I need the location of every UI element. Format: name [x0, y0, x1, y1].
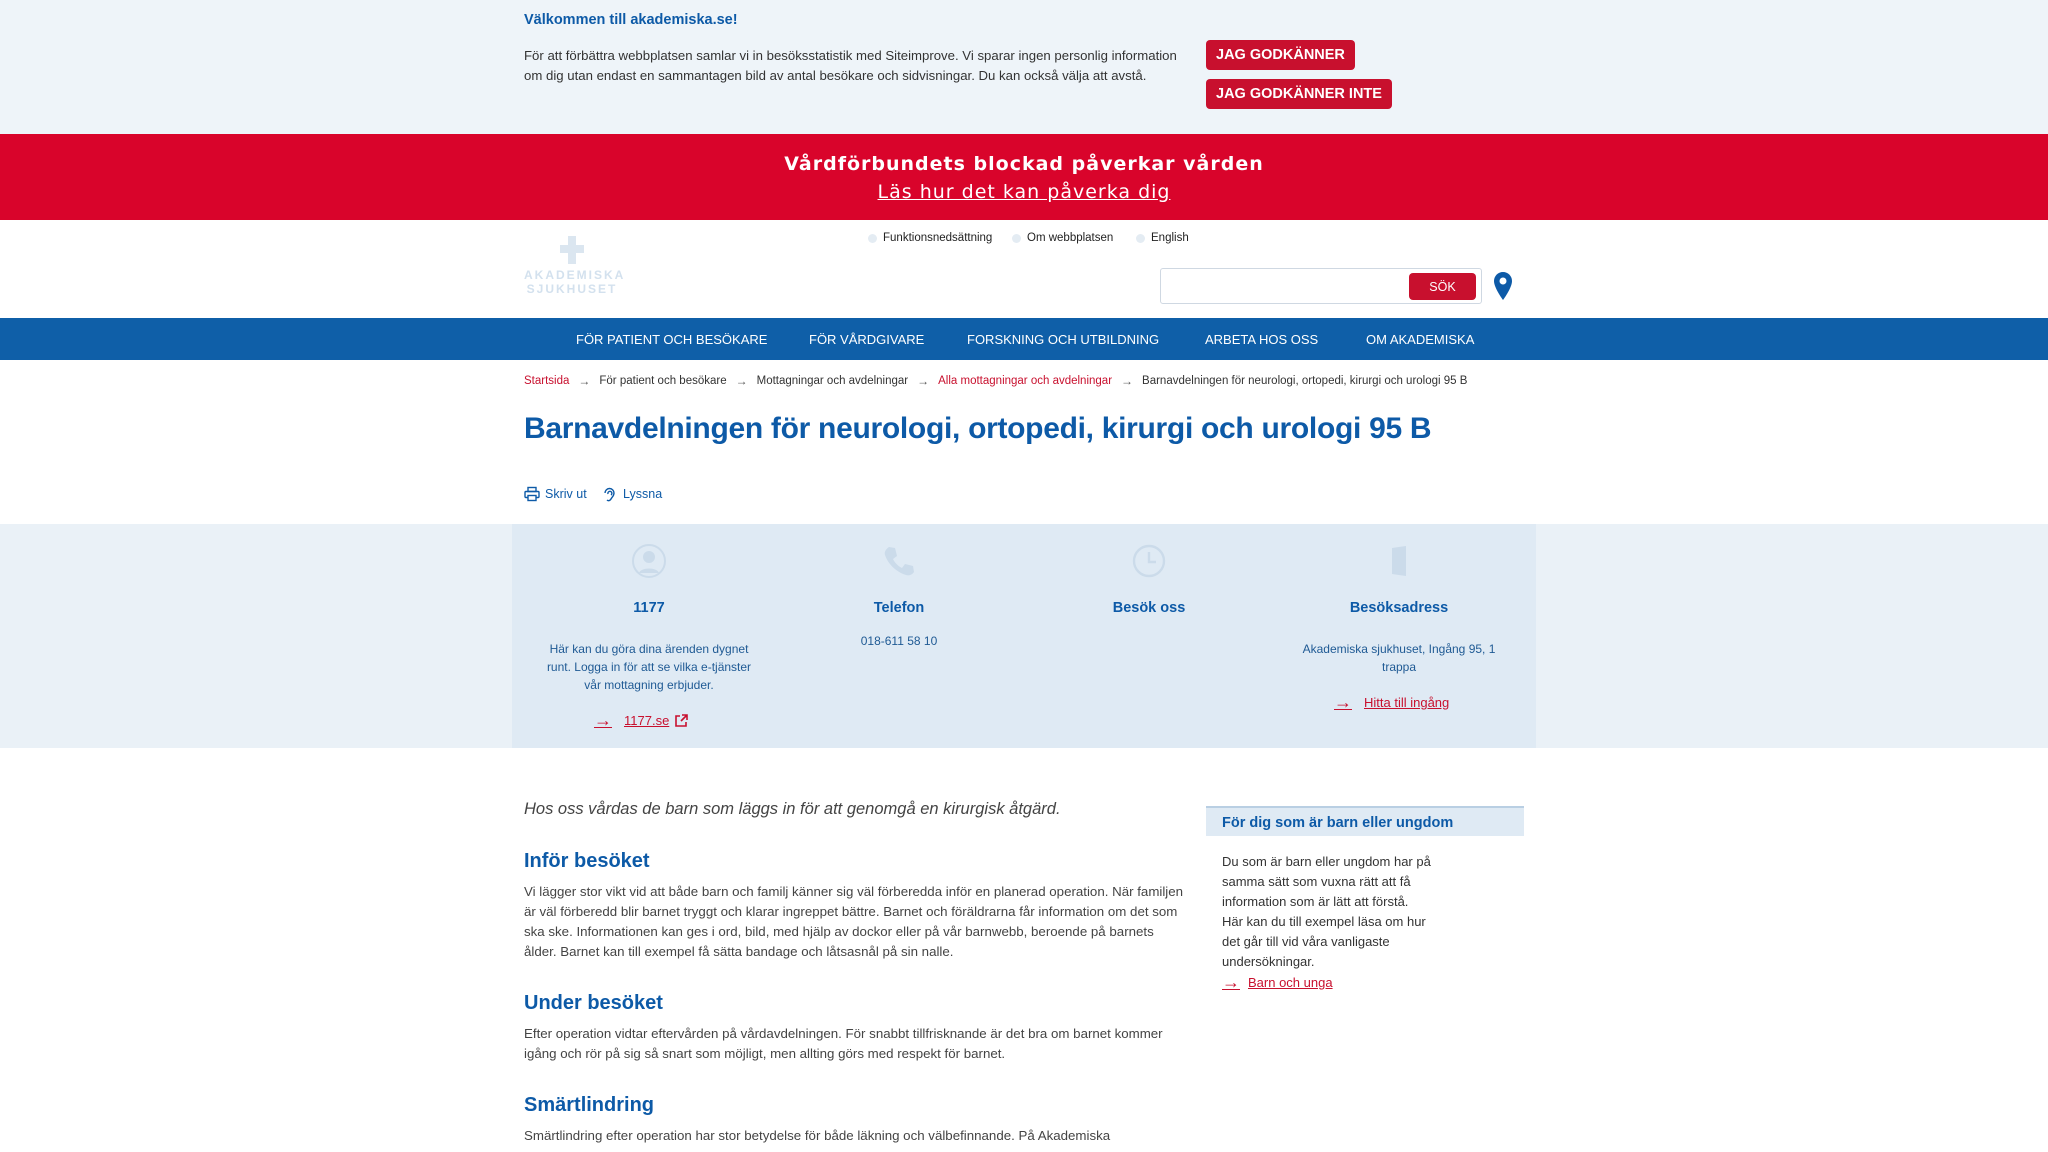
contact-address-text: Akademiska sjukhuset, Ingång 95, 1 trappa	[1302, 642, 1496, 674]
external-link-icon	[675, 714, 688, 727]
accessibility-icon	[868, 234, 877, 243]
phone-icon	[882, 544, 916, 578]
clock-icon	[1132, 544, 1166, 578]
find-entrance-link[interactable]: → Hitta till ingång	[1334, 692, 1450, 712]
heading-before-visit: Inför besöket	[524, 850, 650, 872]
breadcrumb-start[interactable]: Startsida	[524, 375, 570, 387]
cross-icon	[560, 236, 584, 264]
arrow-right-icon: →	[578, 374, 591, 388]
arrow-right-icon: →	[1334, 692, 1352, 712]
aside-header	[1206, 806, 1524, 836]
nav-item-research[interactable]: FORSKNING OCH UTBILDNING	[967, 332, 1160, 347]
nav-item-caregivers[interactable]: FÖR VÅRDGIVARE	[809, 332, 925, 347]
info-icon	[1012, 234, 1021, 243]
search-button[interactable]: SÖK	[1409, 273, 1476, 300]
cookie-text: För att förbättra webbplatsen samlar vi in besöksstatistik med Siteimprove. Vi sparar ingen personlig information om dig utan endast en sammantagen bild av antal besökare och sidvisningar. Du kan också välja att avstå.	[524, 48, 1177, 83]
cookie-banner	[0, 0, 2048, 134]
location-pin-icon[interactable]	[1494, 272, 1512, 300]
breadcrumb-units[interactable]: Mottagningar och avdelningar	[756, 375, 909, 387]
arrow-right-icon: →	[594, 710, 612, 730]
contact-visit-title: Besök oss	[1112, 600, 1186, 616]
arrow-right-icon: →	[917, 374, 930, 388]
breadcrumb-current: Barnavdelningen för neurologi, ortopedi, kirurgi och urologi 95 B	[1142, 375, 1468, 387]
nav-item-patient[interactable]: FÖR PATIENT OCH BESÖKARE	[576, 332, 768, 347]
nav-item-work[interactable]: ARBETA HOS OSS	[1205, 332, 1319, 347]
heading-during-visit: Under besöket	[524, 992, 663, 1014]
paragraph-during-visit: Efter operation vidtar eftervården på vårdavdelningen. För snabbt tillfrisknande är det bra om barnet kommer igång och rör på sig så snart som möjligt, men allting görs med respekt för barnet.	[524, 1026, 1163, 1061]
site-logo[interactable]	[524, 236, 626, 302]
breadcrumb	[524, 374, 1467, 388]
alert-title: Vårdförbundets blockad påverkar vården	[784, 153, 1264, 175]
phone-number[interactable]: 018-611 58 10	[860, 634, 938, 648]
logo-text-line-1: AKADEMISKA	[524, 268, 626, 282]
toplink-about-site[interactable]: Om webbplatsen	[1012, 232, 1113, 244]
paragraph-pain-relief: Smärtlindring efter operation har stor betydelse för både läkning och välbefinnande. På Akademiska	[524, 1128, 1111, 1143]
contact-1177-title: 1177	[633, 600, 665, 616]
link-1177[interactable]: → 1177.se	[594, 710, 688, 731]
alert-link[interactable]: Läs hur det kan påverka dig	[877, 181, 1171, 203]
page-title: Barnavdelningen för neurologi, ortopedi, kirurgi och urologi 95 B	[524, 412, 1432, 445]
arrow-right-icon: →	[735, 374, 748, 388]
alert-banner	[0, 134, 2048, 220]
decline-cookies-button[interactable]: JAG GODKÄNNER INTE	[1206, 79, 1392, 109]
toplink-accessibility[interactable]: Funktionsnedsättning	[868, 232, 992, 244]
cookie-title: Välkommen till akademiska.se!	[524, 12, 738, 28]
breadcrumb-all-units[interactable]: Alla mottagningar och avdelningar	[938, 375, 1113, 387]
contact-phone-title: Telefon	[873, 600, 925, 616]
aside-title: För dig som är barn eller ungdom	[1222, 815, 1454, 831]
heading-pain-relief: Smärtlindring	[524, 1094, 655, 1116]
main-nav	[0, 318, 2048, 360]
ear-icon	[602, 486, 618, 502]
globe-icon	[1136, 234, 1145, 243]
print-button[interactable]: Skriv ut	[524, 486, 587, 502]
printer-icon	[524, 486, 540, 502]
children-youth-link[interactable]: → Barn och unga	[1222, 972, 1333, 992]
accept-cookies-button[interactable]: JAG GODKÄNNER	[1206, 40, 1355, 70]
breadcrumb-patient[interactable]: För patient och besökare	[599, 375, 727, 387]
contact-band	[512, 524, 1536, 748]
listen-button[interactable]: Lyssna	[602, 486, 662, 502]
logo-text-line-2: SJUKHUSET	[526, 282, 618, 296]
door-icon	[1382, 544, 1416, 578]
contact-1177-text: Här kan du göra dina ärenden dygnet runt. Logga in för att se vilka e-tjänster vår mottagning erbjuder.	[546, 642, 752, 692]
aside-text: Du som är barn eller ungdom har på samma sätt som vuxna rätt att få information som är lätt att förstå. Här kan du till exempel läsa om hur det går till vid våra vanligaste undersökningar.	[1222, 854, 1431, 969]
intro-text: Hos oss vårdas de barn som läggs in för att genomgå en kirurgisk åtgärd.	[524, 800, 1061, 818]
toplink-english[interactable]: English	[1136, 232, 1189, 244]
arrow-right-icon: →	[1121, 374, 1134, 388]
person-icon	[632, 544, 666, 578]
nav-item-about[interactable]: OM AKADEMISKA	[1366, 332, 1475, 347]
arrow-right-icon: →	[1222, 972, 1240, 992]
paragraph-before-visit: Vi lägger stor vikt vid att både barn och familj känner sig väl förberedda inför en planerad operation. När familjen är väl förberedd blir barnet tryggt och klarar ingreppet bättre. Barnet och föräldrarna får information om det som ska ske. Informationen kan ges i ord, bild, med hjälp av dockor eller på vår barnwebb, beroende på barnets ålder. Barnet kan till exempel få sätta bandage och låtsasnål på sin nalle.	[524, 884, 1184, 959]
contact-address-title: Besöksadress	[1349, 600, 1449, 616]
